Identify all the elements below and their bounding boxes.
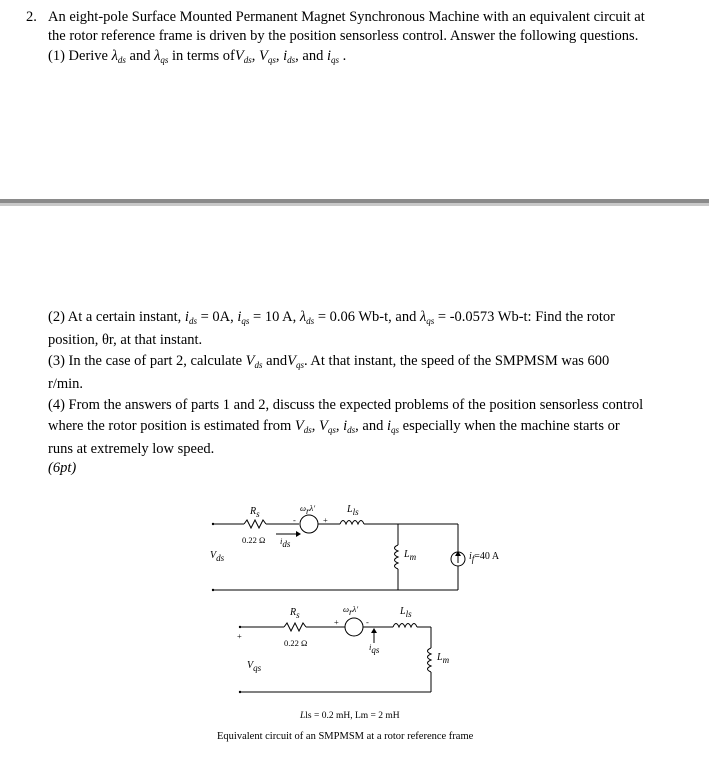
- q2-iqs-value: = 10 A,: [253, 309, 297, 325]
- bottom-lm-label: Lm: [437, 652, 450, 665]
- top-terminal-minus: [212, 589, 214, 591]
- top-rs-value: 0.22 Ω: [242, 535, 266, 545]
- page-separator-shadow: [0, 203, 709, 206]
- bottom-current-label: iqs: [369, 642, 380, 655]
- bottom-emf-plus: +: [334, 617, 339, 627]
- q1-comma: ,: [275, 48, 280, 64]
- top-emf-source: [300, 515, 318, 533]
- q4-rest: especially when the machine starts or: [402, 418, 620, 434]
- q1-label: (1) Derive: [48, 48, 108, 64]
- top-if-arrowhead: [455, 551, 461, 556]
- q4-prefix: where the rotor position is estimated from: [48, 418, 292, 434]
- q3-vds-symbol: $V_{ds}$: [245, 353, 263, 370]
- iqs-symbol: $i_{qs}$: [326, 48, 339, 65]
- q1-end: .: [342, 48, 347, 64]
- q3-rest: . At that instant, the speed of the SMPMSM was 600: [303, 353, 610, 369]
- q2-prefix: (2) At a certain instant,: [48, 309, 182, 325]
- q4-iqs-symbol: $i_{qs}$: [386, 418, 400, 435]
- bottom-emf-minus: -: [366, 617, 369, 627]
- top-emf-plus: +: [323, 515, 328, 525]
- points-label: (6pt): [48, 460, 77, 476]
- iqs-r-symbol: $i_{qs}$: [237, 309, 250, 326]
- top-inductor-lls: [340, 521, 364, 525]
- top-if-label: if=40 A: [469, 551, 500, 564]
- question-4-line-1: (4) From the answers of parts 1 and 2, discuss the expected problems of the position sensorless control: [48, 397, 644, 413]
- bottom-rs-value: 0.22 Ω: [284, 638, 308, 648]
- bottom-resistor: [284, 623, 306, 631]
- top-terminal-plus: [212, 523, 214, 525]
- bottom-inductor-lm: [428, 648, 432, 672]
- q3-vqs-symbol: $V_{qs}$: [287, 353, 304, 370]
- q4-and: , and: [355, 418, 384, 434]
- q4-vqs-symbol: $V_{qs}$: [318, 418, 336, 435]
- top-emf-minus: -: [293, 515, 296, 525]
- bottom-terminal-plus: [239, 626, 241, 628]
- question-4-line-3: runs at extremely low speed.: [48, 441, 215, 457]
- top-rs-label: Rs: [250, 506, 260, 519]
- q4-ids-symbol: $i_{ds}$: [343, 418, 356, 435]
- circuit-caption: Equivalent circuit of an SMPMSM at a rotor reference frame: [217, 731, 474, 742]
- bottom-emf-label: ωrλ′: [343, 604, 359, 617]
- q2-lds-value: = 0.06 Wb-t, and: [317, 309, 417, 325]
- q1-comma: ,: [251, 48, 256, 64]
- question-2-line-1: [48, 308, 615, 330]
- q2-ids-value: = 0A,: [200, 309, 234, 325]
- top-lm-label: Lm: [404, 549, 417, 562]
- top-voltage-label: Vds: [210, 550, 225, 563]
- intro-line-1: An eight-pole Surface Mounted Permanent Magnet Synchronous Machine with an equivalent circuit at: [48, 9, 645, 25]
- q1-and-2: , and: [295, 48, 324, 64]
- circuit-parameters: Lls = 0.2 mH, Lm = 2 mH: [300, 711, 400, 721]
- question-1: [48, 47, 346, 69]
- top-resistor: [244, 520, 266, 528]
- ids-r-symbol: $i_{ds}$: [184, 309, 197, 326]
- lambda-qs-r-symbol: $\lambda_{qs}$: [419, 309, 435, 326]
- bottom-terminal-minus: [239, 691, 241, 693]
- intro-line-2: the rotor reference frame is driven by the position sensorless control. Answer the following questions.: [48, 28, 639, 44]
- bottom-emf-source: [345, 618, 363, 636]
- problem-number: 2.: [26, 9, 37, 25]
- vqs-symbol: $V_{qs}$: [258, 48, 276, 65]
- top-current-label: ids: [280, 536, 291, 549]
- q1-in-terms: in terms of: [172, 48, 235, 64]
- question-4-line-2: where the rotor position is estimated from $V_{ds}$, $V_{qs}$, $i_{ds}$, and $i_{qs}$ especially when the machine starts or: [48, 418, 620, 435]
- top-emf-label: ωrλ′: [300, 503, 316, 516]
- bottom-inductor-lls: [393, 624, 417, 628]
- top-inductor-lm: [395, 545, 399, 569]
- lambda-ds-r-symbol: $\lambda_{ds}$: [299, 309, 315, 326]
- vds-symbol: $V_{ds}$: [234, 48, 252, 65]
- q2-lqs-value: = -0.0573 Wb-t: Find the rotor: [437, 309, 615, 325]
- top-lls-label: Lls: [347, 504, 359, 517]
- q3-and: and: [266, 353, 288, 369]
- q1-and: and: [129, 48, 151, 64]
- bottom-voltage-label: Vqs: [247, 660, 262, 673]
- bottom-current-arrowhead: [371, 628, 377, 633]
- q4-vds-symbol: $V_{ds}$: [294, 418, 312, 435]
- ids-symbol: $i_{ds}$: [283, 48, 296, 65]
- question-2-line-2: position, θr, at that instant.: [48, 332, 203, 348]
- bottom-rs-label: Rs: [290, 607, 300, 620]
- lambda-ds-symbol: $\lambda_{ds}$: [111, 48, 126, 65]
- lambda-qs-symbol: $\lambda_{qs}$: [154, 48, 169, 65]
- question-3-line-2: r/min.: [48, 376, 84, 392]
- question-3-line-1: [48, 352, 609, 374]
- bottom-terminal-plus-label: +: [237, 631, 242, 641]
- top-current-arrowhead: [296, 531, 301, 537]
- bottom-lls-label: Lls: [400, 606, 412, 619]
- q3-prefix: (3) In the case of part 2, calculate: [48, 353, 243, 369]
